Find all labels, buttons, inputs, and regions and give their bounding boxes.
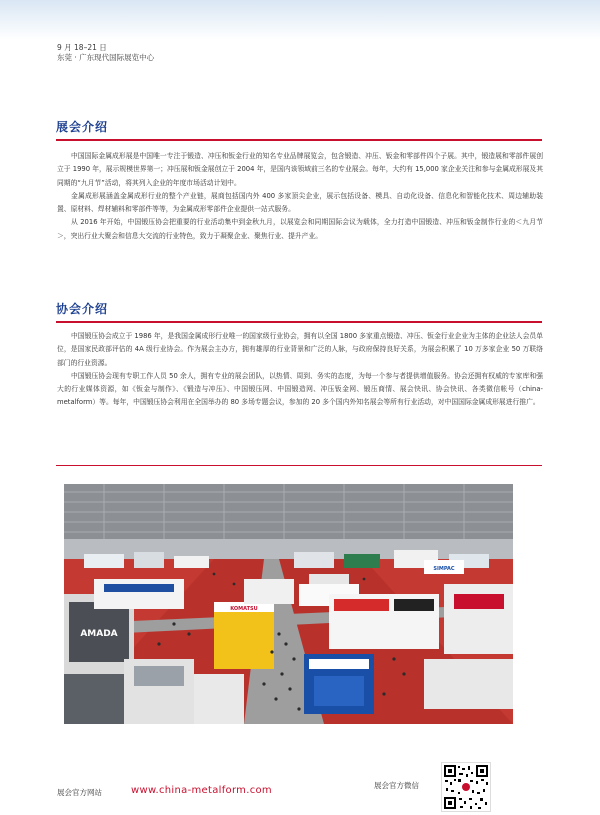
association-paragraph: 中国锻压协会成立于 1986 年，是我国金属成形行业唯一的国家级行业协会，拥有以全国 1800 多家重点锻造、冲压、钣金行业企业为主体的企业法人会员单位，是国家民政部评估的 4A 级行业协会。作为展会主办方，拥有雄厚的行业背景和广泛的人脉，与政府保持良好关系，为展会积累了 10 万多家企业 50 万联络部门的行业资源。 <box>57 332 543 367</box>
wechat-label: 展会官方微信 <box>374 781 419 790</box>
association-paragraph: 中国锻压协会现有专职工作人员 50 余人，拥有专业的展会团队，以热情、周到、务实的态度，为每一个参与者提供增值服务。协会还拥有权威的专家库和强大的行业媒体资源，如《钣金与制作》、《锻造与冲压》、中国锻压网、中国锻造网、冲压钣金网、锻压商情、展会快讯、协会快讯、各类微信帐号（china-metalform）等。每年，中国锻压协会利用在全国举办的 80 多场专题会议，参加的 20 多个国内外知名展会等所有行业活动，对中国国际金属成形展进行推广。 <box>57 371 543 407</box>
exhibition-paragraph: 从 2016 年开始，中国锻压协会把重要的行业活动集中到金秋九月，以展览会和同期国际会议为载体，全力打造中国锻造、冲压和钣金制作行业的＜九月节＞，突出行业大聚会和信息大交流的行业特色，致力于凝聚企业、聚焦行业、提升产业。 <box>57 218 543 240</box>
event-venue: 东莞 · 广东现代国际展览中心 <box>57 53 155 62</box>
section-divider <box>56 321 542 323</box>
exhibition-paragraph: 中国国际金属成形展是中国唯一专注于锻造、冲压和钣金行业的知名专业品牌展览会，包含锻造、冲压、钣金和零部件四个子展。其中，锻造展和零部件展创立于 1990 年，展示规模世界第一；冲压展和钣金展创立于 2004 年，是国内该领域前三名的专业展会。每年，大约有 15,000 家企业关注和参与金属成形展及其同期的“九月节”活动，将其列入企业的年度市场活动计划中。 <box>57 152 543 187</box>
event-date: 9 月 18–21 日 <box>57 43 107 52</box>
wechat-qr-code[interactable] <box>441 762 491 812</box>
booth-sign: AMADA <box>80 629 118 639</box>
section-divider <box>56 139 542 141</box>
association-section-title: 协会介绍 <box>56 302 109 316</box>
association-body <box>57 330 543 410</box>
website-label: 展会官方网站 <box>57 788 102 797</box>
booth-sign: KOMATSU <box>230 606 258 612</box>
exhibition-hall-photo <box>64 484 513 724</box>
booth-sign: SIMPAC <box>433 566 455 572</box>
header-band <box>0 0 600 40</box>
exhibition-section-title: 展会介绍 <box>56 120 109 134</box>
event-date-venue <box>57 43 154 63</box>
exhibition-body <box>57 150 543 243</box>
exhibition-paragraph: 金属成形展涵盖金属成形行业的整个产业链，展商包括国内外 400 多家顶尖企业，展示包括设备、模具、自动化设备、信息化和智能化技术、周边辅助装置、原材料、焊材辅料和零部件等等，为金属成形零部件企业提供一站式服务。 <box>57 191 543 214</box>
section-divider <box>56 465 542 466</box>
website-link[interactable]: www.china-metalform.com <box>131 785 272 796</box>
